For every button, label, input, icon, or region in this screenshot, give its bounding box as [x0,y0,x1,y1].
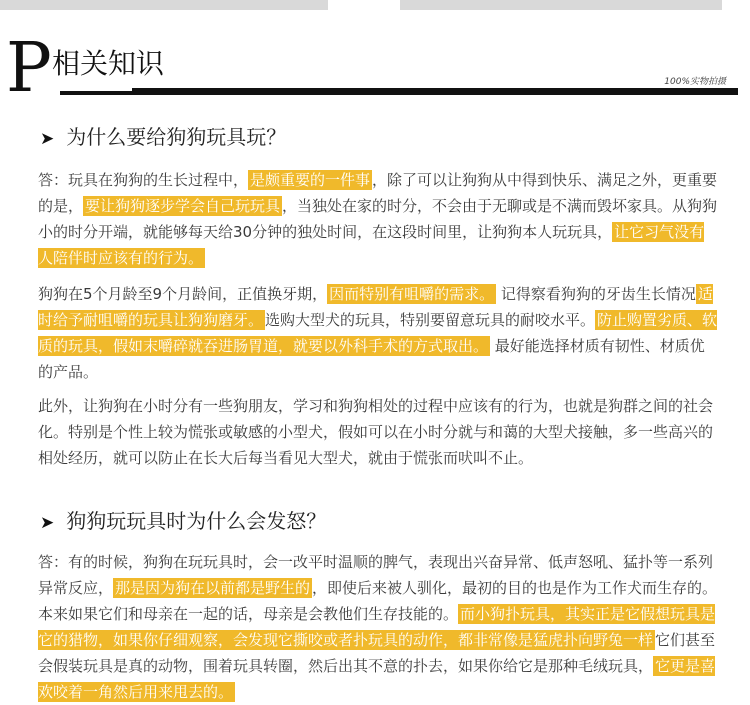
highlighted-text: 适时给予耐咀嚼的玩具让狗狗磨牙。 [38,285,713,329]
body-text: ，当独处在家的时分，不会由于无聊或是不满而毁坏家具。从狗狗小的时分开端，就能够每天给30分钟的独处时间，在这段时间里，让狗狗本人玩玩具， [38,197,718,241]
highlighted-text: 那是因为狗在以前都是野生的 [115,579,311,597]
question-text: 狗狗玩玩具时为什么会发怒？ [66,509,327,533]
body-text: 答：玩具在狗狗的生长过程中， [38,171,249,189]
question-heading-1 [40,123,286,153]
question-text: 为什么要给狗狗玩具玩？ [66,125,287,149]
header-initial-letter: P [6,29,52,108]
highlighted-text: 而小狗扑玩具，其实正是它假想玩具是它的猎物，如果你仔细观察，会发现它撕咬或者扑玩具的动作，都非常像是猛虎扑向野兔一样 [38,605,716,649]
answer-paragraph [38,167,718,271]
highlighted-text: 要让狗狗逐步学会自己玩玩具 [85,197,281,215]
body-text: 答：有的时候，狗狗在玩玩具时，会一改平时温顺的脾气，表现出兴奋异常、低声怒吼、猛扑等一系列异常反应， [38,553,714,597]
highlighted-text: 让它习气没有人陪伴时应该有的行为。 [38,223,705,267]
body-text: ，除了可以让狗狗从中得到快乐、满足之外，更重要的是， [38,171,718,215]
header-note: 100%实物拍摄 [664,77,726,87]
header-rule [60,88,738,95]
highlighted-text: 它更是喜欢咬着一角然后用来甩去的。 [38,657,716,701]
body-text: 它们甚至会假装玩具是真的动物，围着玩具转圈，然后出其不意的扑去，如果你给它是那种毛绒玩具， [38,631,716,675]
arrow-bullet-icon: ➤ [40,513,55,533]
answer-paragraph [38,281,718,385]
arrow-bullet-icon: ➤ [40,129,55,149]
body-text: 狗狗在5个月龄至9个月龄间，正值换牙期， [38,285,328,303]
header-rule-gap [60,88,132,91]
answer-paragraph [38,393,718,471]
body-text: ，即使后来被人驯化，最初的目的也是作为工作犬而生存的。本来如果它们和母亲在一起的话，母亲是会教他们生存技能的。 [38,579,718,623]
body-text: 此外，让狗狗在小时分有一些狗朋友，学习和狗狗相处的过程中应该有的行为，也就是狗群之间的社会化。特别是个性上较为慌张或敏感的小型犬，假如可以在小时分就与和蔼的大型犬接触，多一些高兴的相处经历，就可以防止在长大后每当看见大型犬，就由于慌张而吠叫不止。 [38,397,714,467]
answer-paragraph [38,549,718,705]
section-header [0,0,750,110]
section-title: 相关知识 [52,47,165,80]
body-text: 记得察看狗狗的牙齿生长情况 [496,285,696,303]
highlighted-text: 防止购置劣质、软质的玩具，假如末嚼碎就吞进肠胃道，就要以外科手术的方式取出。 [38,311,718,355]
body-text: 最好能选择材质有韧性、材质优的产品。 [38,337,705,381]
body-text: 选购大型犬的玩具，特别要留意玩具的耐咬水平。 [265,311,596,329]
question-heading-2 [40,507,326,537]
highlighted-text: 因而特别有咀嚼的需求。 [329,285,495,303]
highlighted-text: 是颇重要的一件事 [250,171,371,189]
